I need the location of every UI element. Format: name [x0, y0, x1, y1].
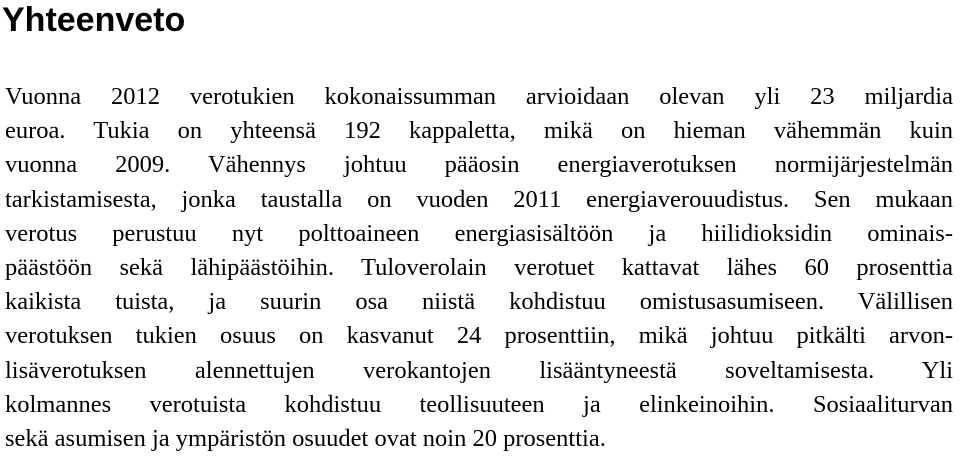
paragraph-line: verotuksen tukien osuus on kasvanut 24 prosenttiin, mikä johtuu pitkälti arvon-: [5, 322, 953, 350]
paragraph-line: lisäverotuksen alennettujen verokantojen lisääntyneestä soveltamisesta. Yli: [5, 356, 953, 384]
paragraph-line: tarkistamisesta, jonka taustalla on vuoden 2011 energiaverouudistus. Sen mukaan: [5, 185, 953, 213]
page-title: Yhteenveto: [2, 1, 186, 39]
paragraph-line: sekä asumisen ja ympäristön osuudet ovat noin 20 prosenttia.: [5, 424, 606, 452]
paragraph-line: kaikista tuista, ja suurin osa niistä kohdistuu omistusasumiseen. Välillisen: [5, 288, 953, 316]
paragraph-line: euroa. Tukia on yhteensä 192 kappaletta, mikä on hieman vähemmän kuin: [5, 117, 953, 145]
summary-paragraph: [5, 80, 953, 456]
paragraph-line: kolmannes verotuista kohdistuu teollisuuteen ja elinkeinoihin. Sosiaaliturvan: [5, 390, 953, 418]
paragraph-line: verotus perustuu nyt polttoaineen energiasisältöön ja hiilidioksidin ominais-: [5, 219, 953, 247]
paragraph-line: Vuonna 2012 verotukien kokonaissumman arvioidaan olevan yli 23 miljardia: [5, 83, 953, 110]
paragraph-line: päästöön sekä lähipäästöihin. Tuloverolain verotuet kattavat lähes 60 prosenttia: [5, 253, 953, 281]
paragraph-line: vuonna 2009. Vähennys johtuu pääosin energiaverotuksen normijärjestelmän: [5, 151, 953, 179]
